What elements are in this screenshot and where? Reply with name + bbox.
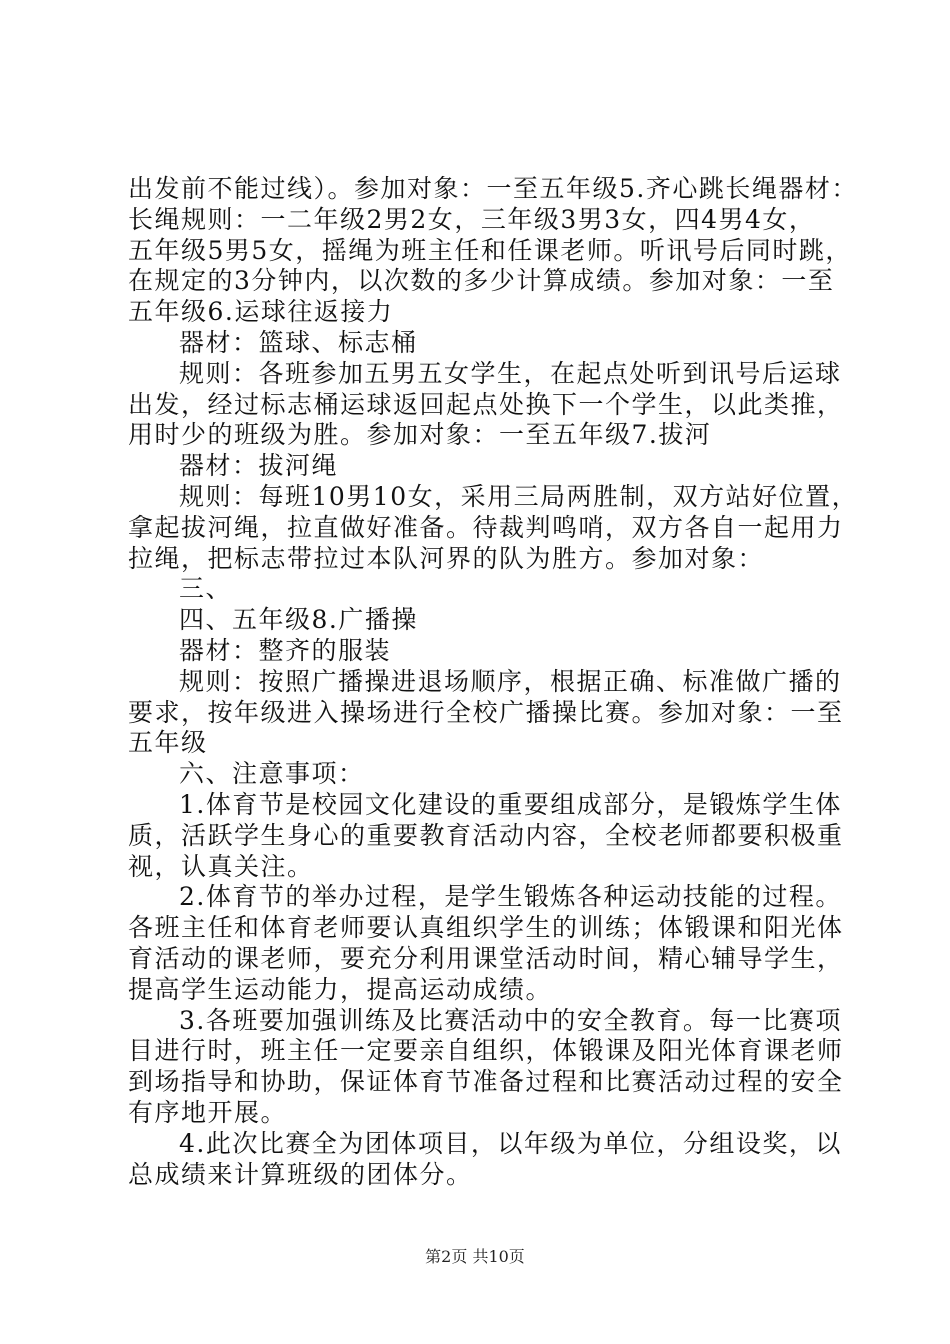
text-line: 六、注意事项：: [179, 759, 365, 789]
text-line: 出发，经过标志桶运球返回起点处换下一个学生，以此类推，: [128, 389, 844, 419]
text-line: 用时少的班级为胜。参加对象：一至五年级7.拔河: [128, 420, 712, 450]
text-line: 三、: [179, 574, 233, 604]
text-line: 器材：拔河绳: [179, 451, 339, 481]
text-line: 拿起拔河绳，拉直做好准备。待裁判鸣哨，双方各自一起用力: [128, 512, 844, 542]
text-line: 长绳规则：一二年级2男2女，三年级3男3女，四4男4女，: [128, 204, 816, 234]
text-line: 拉绳，把标志带拉过本队河界的队为胜方。参加对象：: [128, 543, 765, 573]
text-line: 规则：每班10男10女，采用三局两胜制，双方站好位置，: [179, 481, 859, 511]
text-line: 质，活跃学生身心的重要教育活动内容，全校老师都要积极重: [128, 820, 844, 850]
text-line: 总成绩来计算班级的团体分。: [128, 1159, 473, 1189]
text-line: 在规定的3分钟内，以次数的多少计算成绩。参加对象：一至: [128, 266, 835, 296]
text-line: 规则：各班参加五男五女学生，在起点处听到讯号后运球: [179, 358, 842, 388]
text-line: 四、五年级8.广播操: [179, 605, 418, 635]
text-line: 五年级: [128, 728, 208, 758]
text-line: 各班主任和体育老师要认真组织学生的训练；体锻课和阳光体: [128, 913, 844, 943]
text-line: 要求，按年级进入操场进行全校广播操比赛。参加对象：一至: [128, 697, 844, 727]
text-line: 4.此次比赛全为团体项目，以年级为单位，分组设奖，以: [179, 1128, 842, 1158]
text-line: 提高学生运动能力，提高运动成绩。: [128, 974, 553, 1004]
page-footer: 第2页 共10页: [425, 1247, 525, 1266]
text-line: 3.各班要加强训练及比赛活动中的安全教育。每一比赛项: [179, 1005, 842, 1035]
text-line: 五年级5男5女，摇绳为班主任和任课老师。听讯号后同时跳，: [128, 235, 852, 265]
text-line: 五年级6.运球往返接力: [128, 297, 394, 327]
text-line: 视，认真关注。: [128, 851, 314, 881]
text-line: 1.体育节是校园文化建设的重要组成部分，是锻炼学生体: [179, 789, 842, 819]
text-line: 育活动的课老师，要充分利用课堂活动时间，精心辅导学生，: [128, 943, 844, 973]
text-line: 规则：按照广播操进退场顺序，根据正确、标准做广播的: [179, 666, 842, 696]
text-line: 器材：篮球、标志桶: [179, 327, 418, 357]
text-line: 出发前不能过线）。参加对象：一至五年级5.齐心跳长绳器材：: [128, 174, 858, 203]
text-line: 有序地开展。: [128, 1097, 288, 1127]
text-line: 器材：整齐的服装: [179, 635, 392, 665]
text-line: 到场指导和协助，保证体育节准备过程和比赛活动过程的安全: [128, 1067, 844, 1097]
text-line: 目进行时，班主任一定要亲自组织，体锻课及阳光体育课老师: [128, 1036, 844, 1066]
document-body: [128, 174, 859, 1190]
text-line: 2.体育节的举办过程，是学生锻炼各种运动技能的过程。: [179, 882, 842, 912]
